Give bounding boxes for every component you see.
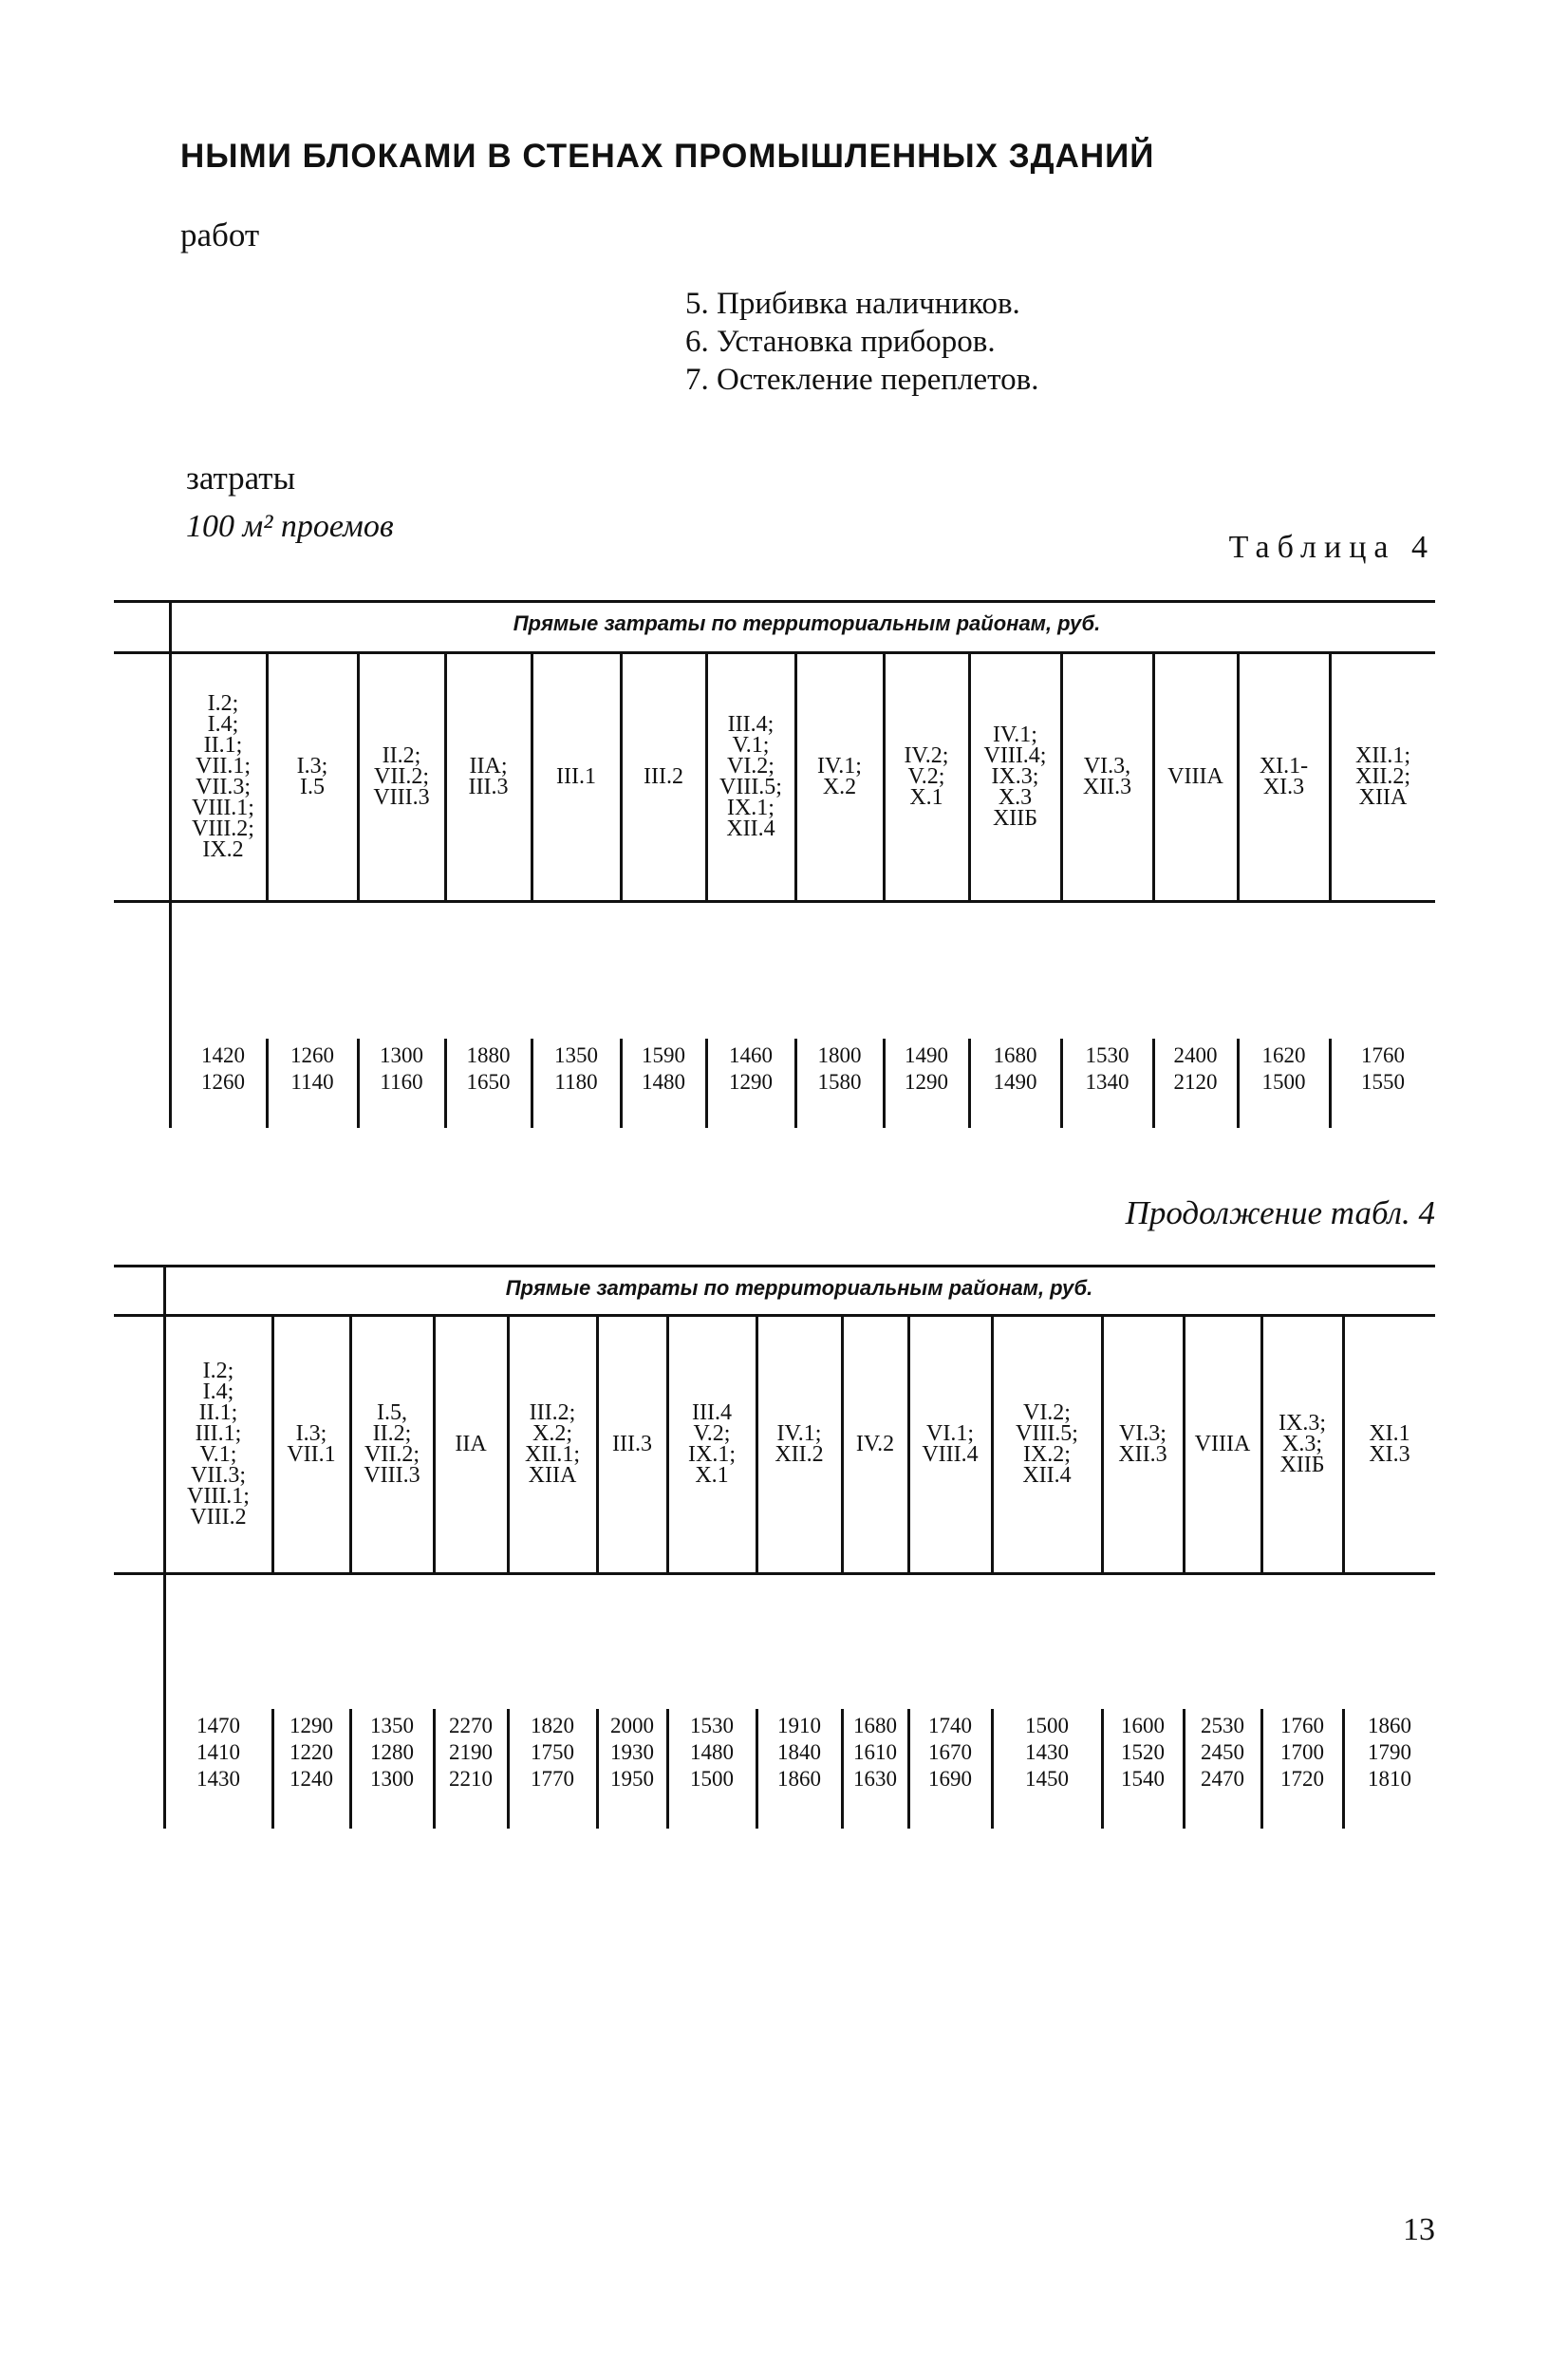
- cost-value-cell: 1740 1670 1690: [928, 1714, 972, 1791]
- cost-value-cell: 1760 1700 1720: [1280, 1714, 1324, 1791]
- column-header: I.2; I.4; II.1; VII.1; VII.3; VIII.1; VIII.2; IX.2: [192, 691, 254, 862]
- column-header: IV.1; X.2: [817, 754, 862, 799]
- cost-value-cell: 1860 1790 1810: [1368, 1714, 1411, 1791]
- column-header: VIIIA: [1167, 764, 1223, 789]
- column-header: IV.1; XII.2: [775, 1421, 824, 1467]
- table-caption: Прямые затраты по территориальным районам, руб.: [513, 611, 1101, 635]
- cost-value-cell: 1530 1480 1500: [690, 1714, 734, 1791]
- table-rule-header: [114, 900, 1435, 903]
- column-header: IV.2; V.2; X.1: [904, 743, 949, 810]
- column-header: III.1: [556, 764, 596, 789]
- table-caption: Прямые затраты по территориальным районам, руб.: [505, 1276, 1093, 1300]
- page-title: НЫМИ БЛОКАМИ В СТЕНАХ ПРОМЫШЛЕННЫХ ЗДАНИЙ: [180, 138, 1155, 175]
- column-header: XI.1 XI.3: [1369, 1421, 1410, 1467]
- column-header: VI.2; VIII.5; IX.2; XII.4: [1016, 1400, 1078, 1488]
- cost-value-cell: 2530 2450 2470: [1201, 1714, 1244, 1791]
- cost-value-cell: 2400 2120: [1173, 1043, 1218, 1094]
- cost-value-cell: 1620 1500: [1261, 1043, 1306, 1094]
- column-header: I.3; I.5: [296, 754, 328, 799]
- column-header: IV.1; VIII.4; IX.3; X.3 XIIБ: [983, 723, 1047, 831]
- cost-value-cell: 1600 1520 1540: [1121, 1714, 1165, 1791]
- column-header: VIIIA: [1194, 1432, 1251, 1456]
- cost-value-cell: 1760 1550: [1361, 1043, 1405, 1094]
- cost-value-cell: 1290 1220 1240: [289, 1714, 333, 1791]
- column-header: IIA; III.3: [468, 754, 509, 799]
- column-header: IV.2: [855, 1432, 895, 1456]
- column-header: I.5, II.2; VII.2; VIII.3: [364, 1400, 420, 1488]
- section-fragment-raboty: работ: [180, 216, 260, 253]
- cost-value-cell: 1420 1260: [201, 1043, 245, 1094]
- column-header: XII.1; XII.2; XIIA: [1355, 743, 1410, 810]
- cost-value-cell: 1460 1290: [729, 1043, 773, 1094]
- table-label: Таблица 4: [1228, 530, 1435, 565]
- column-header: I.3; VII.1: [287, 1421, 336, 1467]
- table-rule-header: [114, 1572, 1435, 1575]
- table-rule-top: [114, 1265, 1435, 1267]
- cost-value-cell: 2000 1930 1950: [610, 1714, 654, 1791]
- page-number: 13: [1403, 2212, 1435, 2247]
- table-rule-left: [169, 600, 172, 1128]
- column-header: I.2; I.4; II.1; III.1; V.1; VII.3; VIII.1; VIII.2: [187, 1359, 250, 1530]
- cost-value-cell: 1300 1160: [380, 1043, 423, 1094]
- work-step: 7. Остекление переплетов.: [685, 363, 1039, 397]
- work-step: 5. Прибивка наличников.: [685, 287, 1020, 321]
- table-rule-top: [114, 600, 1435, 603]
- cost-value-cell: 1350 1180: [554, 1043, 598, 1094]
- cost-value-cell: 1910 1840 1860: [777, 1714, 821, 1791]
- column-header: III.2: [644, 764, 683, 789]
- column-header: III.2; X.2; XII.1; XIIA: [525, 1400, 580, 1488]
- cost-value-cell: 1590 1480: [642, 1043, 685, 1094]
- section-fragment-zatraty: затраты: [186, 460, 296, 497]
- column-header: III.4 V.2; IX.1; X.1: [688, 1400, 736, 1488]
- column-header: IX.3; X.3; XIIБ: [1279, 1411, 1326, 1477]
- column-header: VI.3; XII.3: [1118, 1421, 1167, 1467]
- cost-value-cell: 1820 1750 1770: [531, 1714, 574, 1791]
- column-header: VI.3, XII.3: [1082, 754, 1132, 799]
- cost-value-cell: 1680 1610 1630: [853, 1714, 897, 1791]
- column-header: XI.1- XI.3: [1259, 754, 1309, 799]
- column-header: IIA: [455, 1432, 487, 1456]
- work-step: 6. Установка приборов.: [685, 325, 996, 359]
- column-header: III.4; V.1; VI.2; VIII.5; IX.1; XII.4: [719, 712, 782, 841]
- measurement-unit: 100 м² проемов: [186, 509, 394, 544]
- cost-value-cell: 1800 1580: [817, 1043, 862, 1094]
- cost-value-cell: 1470 1410 1430: [196, 1714, 240, 1791]
- direct-costs-table-continued: [114, 1259, 1435, 1829]
- cost-value-cell: 1530 1340: [1085, 1043, 1129, 1094]
- direct-costs-table: [114, 596, 1435, 1128]
- cost-value-cell: 1260 1140: [290, 1043, 334, 1094]
- work-steps-list: [685, 285, 1038, 399]
- column-header: II.2; VII.2; VIII.3: [373, 743, 430, 810]
- column-header: VI.1; VIII.4: [922, 1421, 979, 1467]
- table-rule-caption: [114, 1314, 1435, 1317]
- cost-value-cell: 1490 1290: [905, 1043, 948, 1094]
- cost-value-cell: 1350 1280 1300: [370, 1714, 414, 1791]
- cost-value-cell: 1680 1490: [993, 1043, 1037, 1094]
- table-continuation-label: Продолжение табл. 4: [1125, 1194, 1435, 1231]
- cost-value-cell: 1880 1650: [466, 1043, 511, 1094]
- column-header: III.3: [612, 1432, 652, 1456]
- cost-value-cell: 2270 2190 2210: [449, 1714, 493, 1791]
- cost-value-cell: 1500 1430 1450: [1025, 1714, 1069, 1791]
